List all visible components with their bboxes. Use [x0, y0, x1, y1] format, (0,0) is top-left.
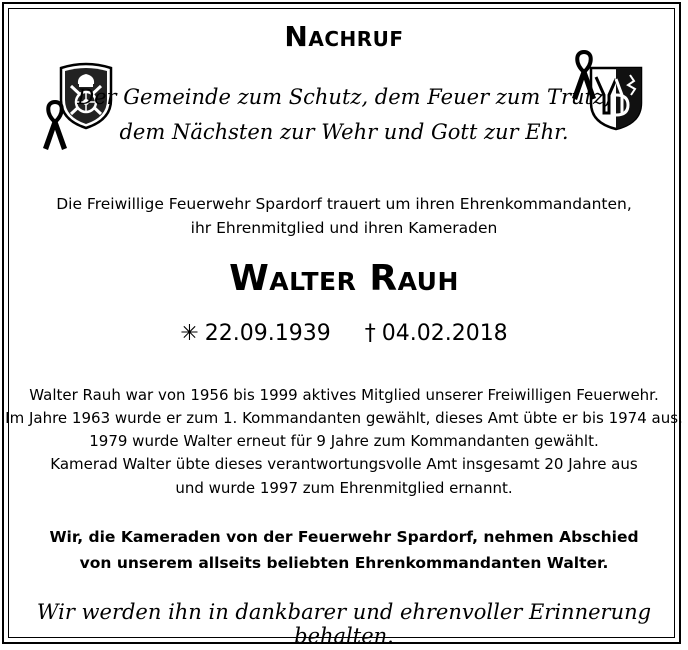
motto-line-1: Der Gemeinde zum Schutz, dem Feuer zum Trutz,: [77, 85, 611, 109]
closing-line: Wir werden ihn in dankbarer und ehrenvoller Erinnerung behalten.: [36, 600, 652, 648]
biography-line: 1979 wurde Walter erneut für 9 Jahre zum Kommandanten gewählt.: [89, 432, 599, 450]
farewell-line-1: Wir, die Kameraden von der Feuerwehr Spardorf, nehmen Abschied: [49, 528, 639, 546]
birth-date-value: 22.09.1939: [204, 321, 331, 346]
biography-line: und wurde 1997 zum Ehrenmitglied ernannt.: [175, 479, 513, 497]
death-date: [365, 321, 508, 346]
obituary-title: Nachruf: [284, 20, 404, 53]
intro-line-2: ihr Ehrenmitglied und ihren Kameraden: [190, 219, 498, 237]
deceased-name: Walter Rauh: [229, 258, 459, 299]
birth-date: [180, 321, 330, 346]
farewell-line-2: von unserem allseits beliebten Ehrenkommandanten Walter.: [79, 554, 609, 572]
intro-line-1: Die Freiwillige Feuerwehr Spardorf trauert um ihren Ehrenkommandanten,: [56, 195, 632, 213]
biography-line: Walter Rauh war von 1956 bis 1999 aktives Mitglied unserer Freiwilligen Feuerwehr.: [29, 386, 659, 404]
death-cross-icon: †: [364, 321, 376, 346]
biography-line: Kamerad Walter übte dieses verantwortungsvolle Amt insgesamt 20 Jahre aus: [50, 455, 638, 473]
death-date-value: 04.02.2018: [381, 321, 508, 346]
biography-line: Im Jahre 1963 wurde er zum 1. Kommandanten gewählt, dieses Amt übte er bis 1974 aus.: [5, 409, 683, 427]
birth-star-icon: ✳: [180, 321, 199, 346]
motto-line-2: dem Nächsten zur Wehr und Gott zur Ehr.: [119, 120, 569, 144]
life-dates: [0, 321, 688, 346]
